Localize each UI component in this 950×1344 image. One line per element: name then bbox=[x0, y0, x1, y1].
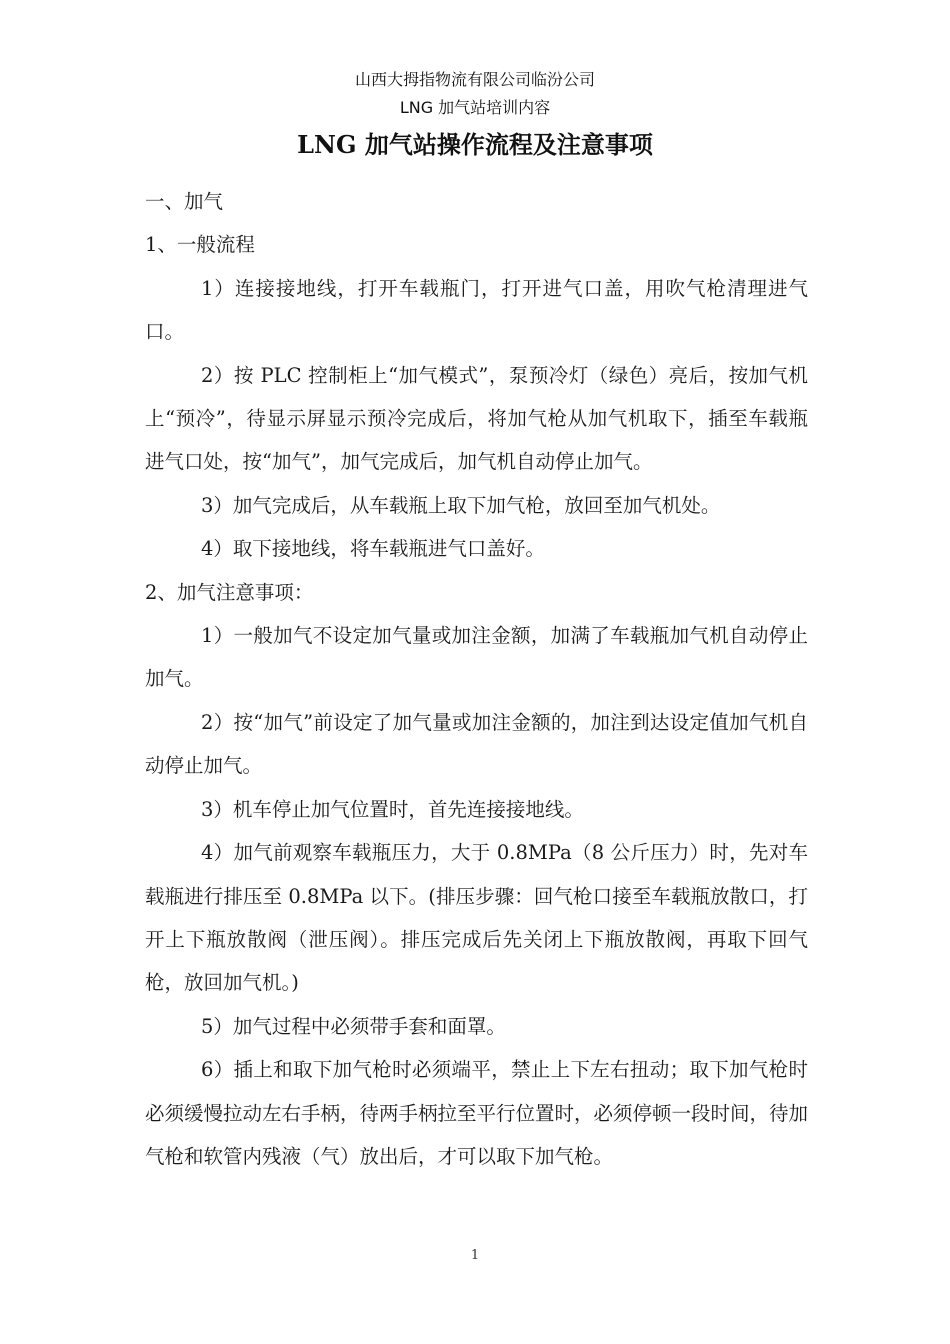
process-step-3: 3）加气完成后，从车载瓶上取下加气枪，放回至加气机处。 bbox=[201, 493, 721, 517]
precaution-6: 6）插上和取下加气枪时必须端平，禁止上下左右扭动；取下加气枪时必须缓慢拉动左右手柄，待两手柄拉至平行位置时，必须停顿一段时间，待加气枪和软管内残液（气）放出后，才可以取下加气枪。 bbox=[145, 1058, 809, 1168]
precaution-1: 1）一般加气不设定加气量或加注金额，加满了车载瓶加气机自动停止加气。 bbox=[145, 624, 808, 691]
process-step-4: 4）取下接地线，将车载瓶进气口盖好。 bbox=[201, 537, 545, 561]
subsection-heading-precautions: 2、加气注意事项： bbox=[145, 580, 314, 604]
precaution-4: 4）加气前观察车载瓶压力，大于 0.8MPa（8 公斤压力）时，先对车载瓶进行排压至 0.8MPa 以下。(排压步骤：回气枪口接至车载瓶放散口，打开上下瓶放散阀（泄压阀）。排压完成后先关闭上下瓶放散阀，再取下回气枪，放回加气机。) bbox=[145, 841, 808, 995]
header-subtitle: LNG 加气站培训内容 bbox=[399, 98, 551, 117]
document-title: LNG 加气站操作流程及注意事项 bbox=[297, 130, 653, 159]
header-company: 山西大拇指物流有限公司临汾公司 bbox=[354, 70, 595, 89]
section-heading-refuel: 一、加气 bbox=[145, 190, 224, 213]
precaution-5: 5）加气过程中必须带手套和面罩。 bbox=[201, 1014, 506, 1038]
process-step-2: 2）按 PLC 控制柜上“加气模式”，泵预冷灯（绿色）亮后，按加气机上“预冷”，待显示屏显示预冷完成后，将加气枪从加气机取下，插至车载瓶进气口处，按“加气”，加气完成后，加气机自动停止加气。 bbox=[145, 363, 808, 474]
page-number: 1 bbox=[470, 1248, 480, 1263]
precaution-3: 3）机车停止加气位置时，首先连接接地线。 bbox=[201, 797, 584, 821]
precaution-2: 2）按“加气”前设定了加气量或加注金额的，加注到达设定值加气机自动停止加气。 bbox=[145, 710, 808, 778]
subsection-heading-general-process: 1、一般流程 bbox=[145, 233, 255, 257]
process-step-1: 1）连接接地线，打开车载瓶门，打开进气口盖，用吹气枪清理进气口。 bbox=[145, 276, 808, 344]
document-body bbox=[145, 180, 808, 1178]
